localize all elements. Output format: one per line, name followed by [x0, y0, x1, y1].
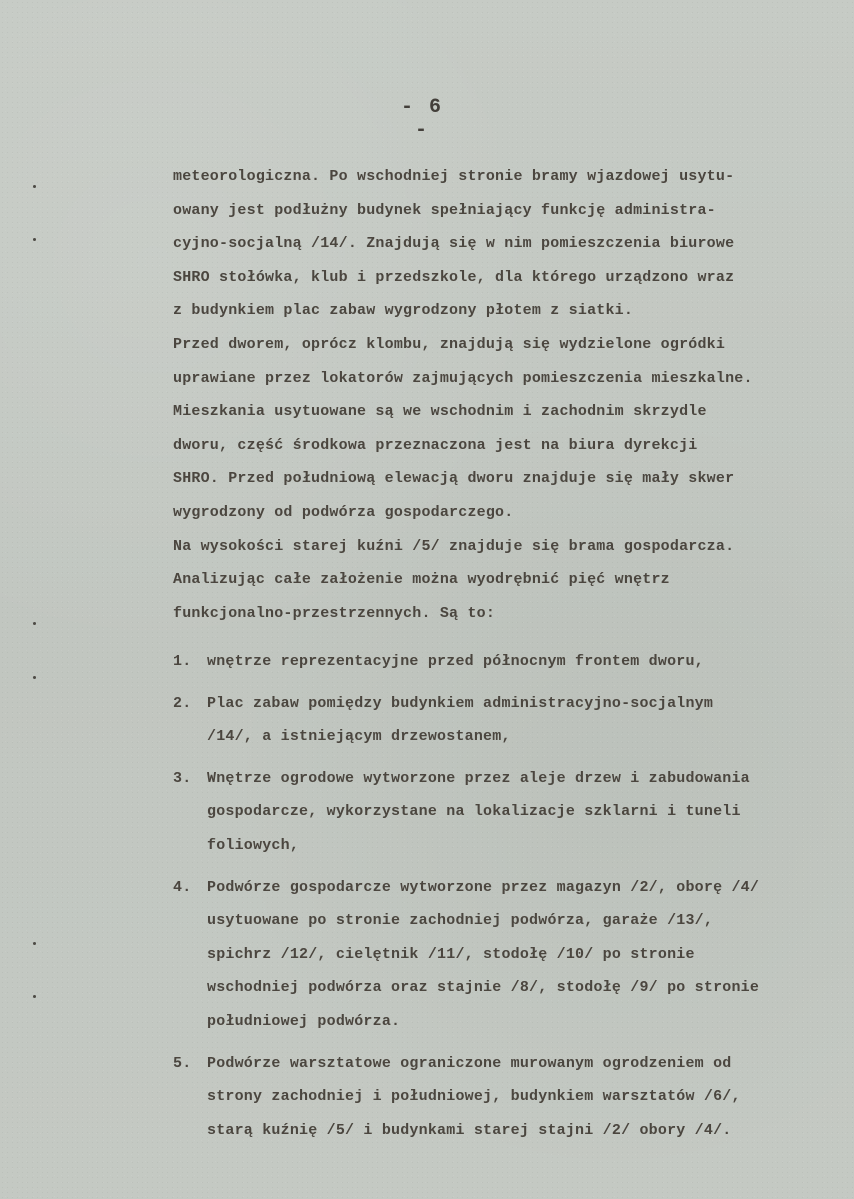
paragraph-line: wygrodzony od podwórza gospodarczego.	[173, 503, 514, 521]
list-item	[173, 762, 843, 863]
list-item-line: usytuowane po stronie zachodniej podwórza, garaże /13/,	[207, 912, 714, 930]
list-item-line: /14/, a istniejącym drzewostanem,	[207, 728, 511, 746]
paragraph-line: uprawiane przez lokatorów zajmujących pomieszczenia mieszkalne.	[173, 369, 753, 387]
list-item-line: wschodniej podwórza oraz stajnie /8/, stodołę /9/ po stronie	[207, 979, 760, 997]
paragraph-line: dworu, część środkowa przeznaczona jest na biura dyrekcji	[173, 436, 698, 454]
paragraph-line: SHRO. Przed południową elewacją dworu znajduje się mały skwer	[173, 470, 735, 488]
list-item-line: południowej podwórza.	[207, 1012, 401, 1030]
margin-dot	[33, 238, 36, 241]
list-item-line: Plac zabaw pomiędzy budynkiem administracyjno-socjalnym	[207, 694, 714, 712]
list-item-number: 2.	[173, 694, 192, 712]
list-item-number: 3.	[173, 769, 192, 787]
list-item-line: Podwórze warsztatowe ograniczone murowanym ogrodzeniem od	[207, 1054, 732, 1072]
paragraph-line: funkcjonalno-przestrzennych. Są to:	[173, 604, 496, 622]
paragraph-line: owany jest podłużny budynek spełniający funkcję administra-	[173, 201, 716, 219]
list-item-line: strony zachodniej i południowej, budynkiem warsztatów /6/,	[207, 1088, 741, 1106]
paragraph-line: z budynkiem plac zabaw wygrodzony płotem z siatki.	[173, 302, 634, 320]
page-number: - 6 -	[400, 96, 443, 142]
paragraph-line: Na wysokości starej kuźni /5/ znajduje się brama gospodarcza.	[173, 537, 735, 555]
paragraph-line: meteorologiczna. Po wschodniej stronie bramy wjazdowej usytu-	[173, 168, 735, 185]
list-item-number: 1.	[173, 653, 192, 670]
list-item	[173, 687, 843, 754]
paragraph-line: Analizując całe założenie można wyodrębnić pięć wnętrz	[173, 571, 670, 589]
list-item-line: gospodarcze, wykorzystane na lokalizacje szklarni i tuneli	[207, 803, 741, 821]
list-item	[173, 1047, 843, 1148]
paragraph-line: SHRO stołówka, klub i przedszkole, dla którego urządzono wraz	[173, 268, 735, 286]
list-item-line: spichrz /12/, cielętnik /11/, stodołę /10/ po stronie	[207, 945, 695, 963]
numbered-list	[173, 645, 843, 1155]
body-paragraph	[173, 160, 848, 630]
paragraph-line: cyjno-socjalną /14/. Znajdują się w nim pomieszczenia biurowe	[173, 235, 735, 253]
margin-dot	[33, 942, 36, 945]
list-item-number: 5.	[173, 1054, 192, 1072]
paragraph-line: Przed dworem, oprócz klombu, znajdują się wydzielone ogródki	[173, 335, 726, 353]
list-item-line: Podwórze gospodarcze wytworzone przez magazyn /2/, oborę /4/	[207, 878, 760, 896]
margin-dot	[33, 676, 36, 679]
paragraph-line: Mieszkania usytuowane są we wschodnim i zachodnim skrzydle	[173, 403, 707, 421]
list-item-line: starą kuźnię /5/ i budynkami starej stajni /2/ obory /4/.	[207, 1121, 732, 1139]
list-item-line: wnętrze reprezentacyjne przed północnym frontem dworu,	[207, 653, 704, 670]
list-item-line: Wnętrze ogrodowe wytworzone przez aleje drzew i zabudowania	[207, 769, 750, 787]
list-item-line: foliowych,	[207, 836, 300, 854]
margin-dot	[33, 995, 36, 998]
list-item	[173, 645, 843, 679]
list-item-number: 4.	[173, 878, 192, 896]
margin-dot	[33, 185, 36, 188]
list-item	[173, 871, 843, 1039]
margin-dot	[33, 622, 36, 625]
